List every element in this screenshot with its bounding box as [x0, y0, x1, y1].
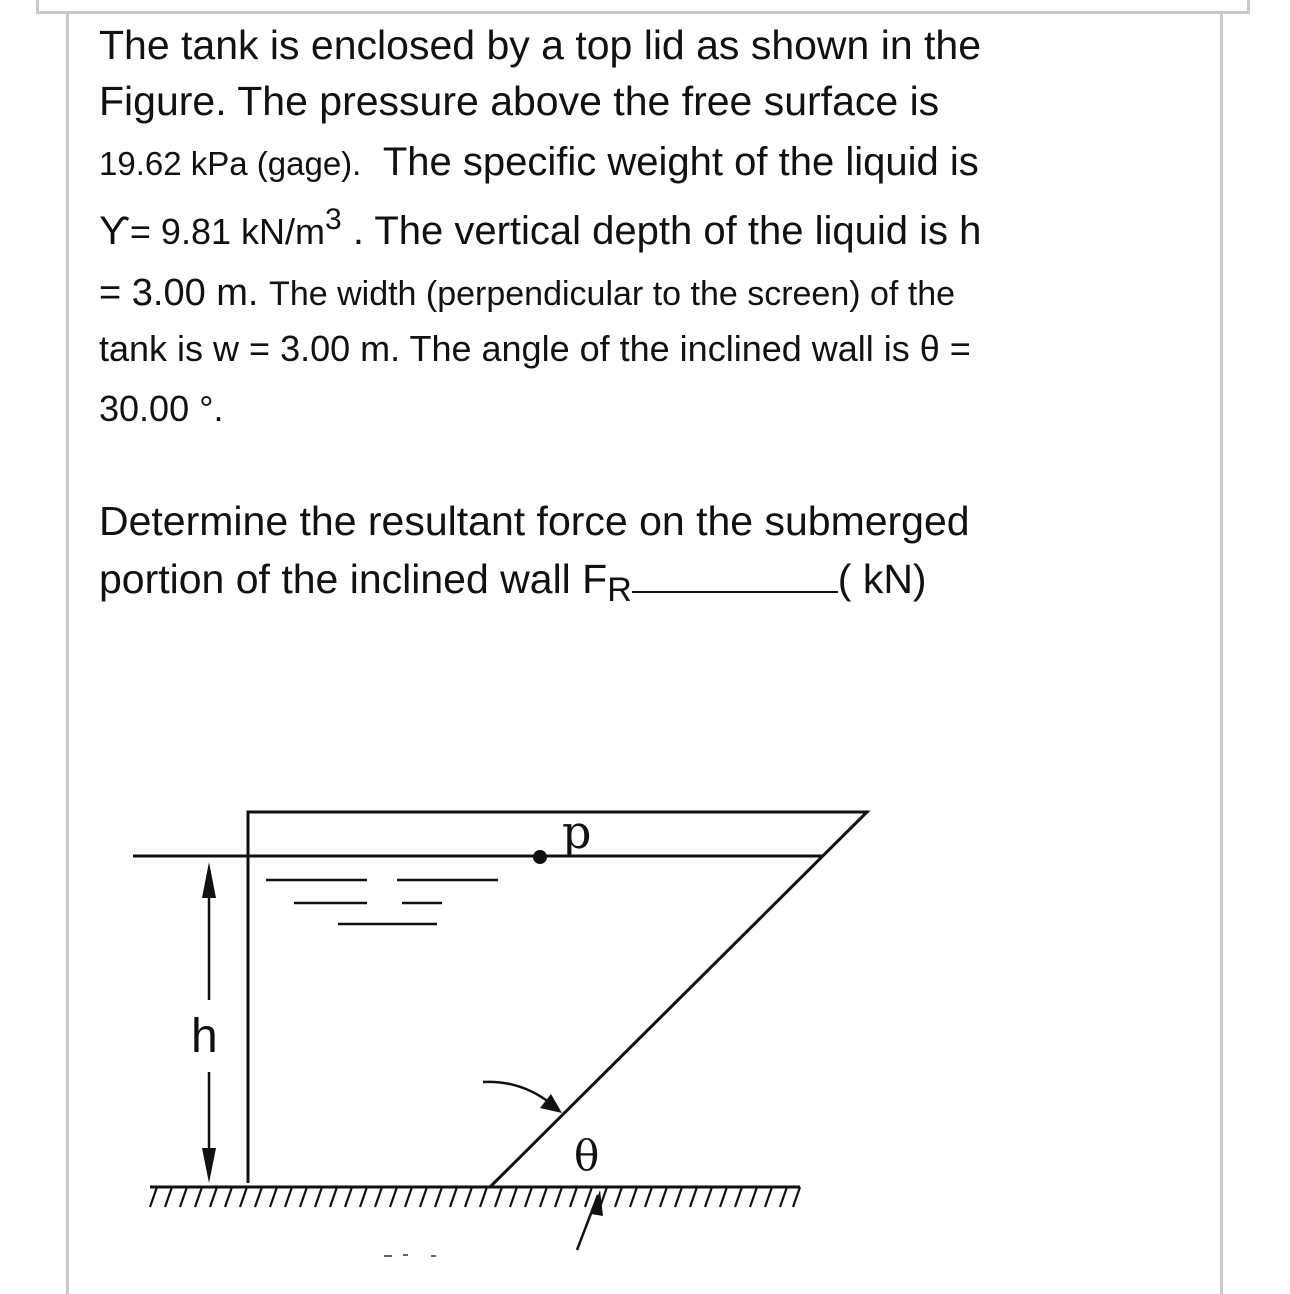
depth-value: = 3.00 m. — [99, 272, 259, 314]
problem-line-6: tank is w = 3.00 m. The angle of the inclined wall is θ = — [99, 328, 971, 369]
problem-line-5-text: The width (perpendicular to the screen) of the — [269, 275, 956, 313]
problem-line-1: The tank is enclosed by a top lid as shown in the — [99, 22, 982, 68]
label-h: h — [191, 1010, 218, 1063]
problem-line-7: 30.00 °. — [99, 388, 224, 429]
lower-arrow-head — [591, 1190, 603, 1216]
lower-indicator-line — [577, 1195, 598, 1250]
tank-outline — [248, 812, 867, 1187]
specific-weight-symbol: ϒ — [99, 209, 130, 253]
force-subscript: R — [607, 571, 632, 609]
problem-line-2: Figure. The pressure above the free surface is — [99, 78, 940, 124]
pressure-value: 19.62 kPa (gage). — [99, 145, 362, 182]
question-text: portion of the inclined wall F — [99, 556, 608, 602]
depth-arrow-up — [202, 862, 216, 898]
problem-line-3-text: The specific weight of the liquid is — [382, 140, 979, 184]
specific-weight-value: = 9.81 kN/m — [129, 211, 325, 252]
label-theta: θ — [574, 1131, 600, 1180]
problem-line-4-text: . The vertical depth of the liquid is h — [352, 209, 982, 253]
ground-hatch — [150, 1187, 800, 1207]
angle-arrow-curve — [483, 1082, 550, 1103]
depth-arrow-down — [202, 1148, 216, 1183]
answer-unit: ( kN) — [837, 556, 927, 602]
label-p: p — [562, 805, 592, 859]
pressure-point-dot — [533, 850, 547, 864]
question-line-1: Determine the resultant force on the submerged — [99, 498, 970, 544]
unit-exponent: 3 — [325, 203, 342, 236]
